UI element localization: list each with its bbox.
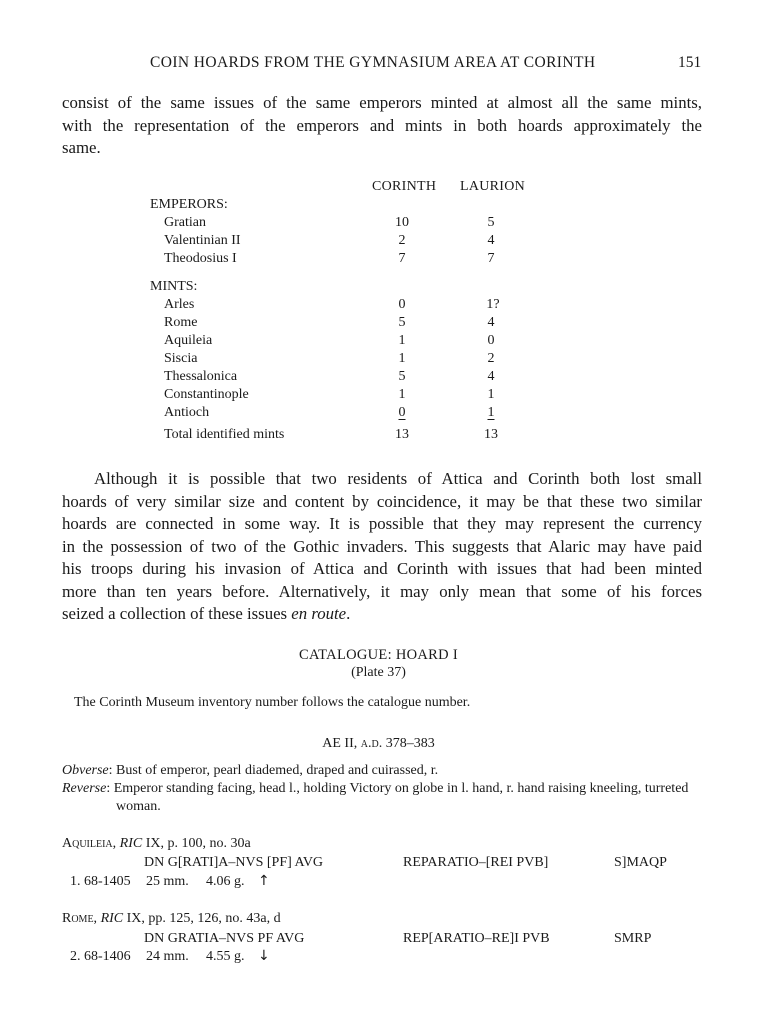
coin-size: 25 mm. [146,874,189,889]
obverse-legend: DN G[RATI]A–NVS [PF] AVG [144,855,324,870]
table-cell-corinth: 5 [398,369,406,384]
table-cell-laurion: 5 [487,215,495,230]
table-cell-laurion: 4 [487,233,495,248]
obverse-text: : Bust of emperor, pearl diademed, draped and cuirassed, r. [108,763,439,778]
table-cell-corinth: 5 [398,315,406,330]
table-cell-laurion: 1 [487,387,495,402]
table-cell-corinth [382,405,422,421]
table-cell-laurion: 7 [487,251,495,266]
column-header-laurion: LAURION [460,179,526,194]
table-row-label: Siscia [164,351,198,366]
type-description [62,762,704,816]
table-cell-corinth: 1 [398,333,406,348]
total-cell-laurion: 13 [484,427,498,442]
catalogue-note: The Corinth Museum inventory number follows the catalogue number. [74,695,471,710]
table-row-label: Antioch [164,405,210,420]
table-cell-laurion: 2 [487,351,495,366]
discussion-line: hoards are connected in some way. It is possible that they may represent the currency [62,514,702,533]
obverse-legend: DN GRATIA–NVS PF AVG [144,931,305,946]
ric-reference: IX, pp. 125, 126, no. 43a, d [123,911,281,926]
mint-name: Rome, [62,911,98,926]
discussion-line: Although it is possible that two residents of Attica and Corinth both lost small [94,469,702,488]
discussion-italic: en route [291,604,347,623]
running-title: COIN HOARDS FROM THE GYMNASIUM AREA AT CORINTH [150,54,596,71]
section-range: 378–383 [382,736,435,751]
table-cell-corinth: 1 [398,351,406,366]
mintmark: SMRP [614,931,652,946]
die-axis-up-arrow-icon: ↑ [258,873,270,889]
table-row-label: Theodosius I [164,251,237,266]
coin-size: 24 mm. [146,949,189,964]
table-cell-laurion: 1? [486,297,500,312]
intro-line: with the representation of the emperors and mints in both hoards approximately the [62,115,702,135]
table-row-label: Gratian [164,215,206,230]
table-cell-laurion [471,405,511,421]
table-cell-laurion: 0 [487,333,495,348]
ric-abbrev: RIC [100,911,124,926]
table-row-label: Arles [164,297,195,312]
discussion-period: . [346,604,351,623]
table-cell-corinth: 2 [398,233,406,248]
catalogue-number: 1. 68-1405 [70,874,131,889]
underlined-value: 1 [487,405,495,420]
reverse-text: : Emperor standing facing, head l., holding Victory on globe in l. hand, r. hand raising kneeling, turreted woman. [106,781,689,814]
intro-line: consist of the same issues of the same emperors minted at almost all the same mints, [62,93,702,112]
discussion-line: in the possession of two of the Gothic invaders. This suggests that Alaric may have paid [62,536,702,556]
reverse-legend: REP[ARATIO–RE]I PVB [403,931,550,946]
table-row-label: Constantinople [164,387,249,402]
table-cell-corinth: 1 [398,387,406,402]
section-prefix: AE II, [322,736,361,751]
intro-paragraph [62,92,702,160]
total-cell-corinth: 13 [395,427,409,442]
table-cell-corinth: 7 [398,251,406,266]
discussion-text: seized a collection of these issues [62,604,292,623]
underlined-value: 0 [398,405,406,420]
table-row-label: Thessalonica [164,369,238,384]
total-row-label: Total identified mints [164,427,285,442]
table-row-label: Rome [164,315,198,330]
catalogue-plate: (Plate 37) [351,665,406,680]
emperors-heading: EMPERORS: [150,197,228,212]
table-cell-corinth: 10 [395,215,409,230]
discussion-line: more than ten years before. Alternatively, it may only mean that some of his forces [62,581,702,601]
table-cell-laurion: 4 [487,315,495,330]
mints-heading: MINTS: [150,279,198,294]
die-axis-down-arrow-icon: ↓ [258,948,270,964]
ric-abbrev: RIC [119,836,143,851]
coin-weight: 4.06 g. [206,874,245,889]
intro-line: same. [62,138,101,157]
discussion-line: hoards of very similar size and content by coincidence, it may be that these two similar [62,491,702,511]
ric-reference: IX, p. 100, no. 30a [142,836,251,851]
discussion-line-last [62,603,702,626]
reverse-label: Reverse [62,781,107,796]
catalogue-title: CATALOGUE: HOARD I [299,647,458,663]
table-row-label: Valentinian II [164,233,241,248]
table-row-label: Aquileia [164,333,213,348]
obverse-description [62,762,704,780]
reverse-legend: REPARATIO–[REI PVB] [403,855,549,870]
reverse-description [62,780,704,816]
table-cell-laurion: 4 [487,369,495,384]
table-cell-corinth: 0 [398,297,406,312]
column-header-corinth: CORINTH [372,179,437,194]
mint-reference [62,836,251,852]
mint-name: Aquileia, [62,836,117,851]
page-number: 151 [678,54,702,71]
mint-reference [62,911,281,927]
coin-weight: 4.55 g. [206,949,245,964]
discussion-line: his troops during his invasion of Attica and Corinth with issues that had been minted [62,559,702,578]
discussion-paragraph [62,468,702,626]
obverse-label: Obverse [62,763,109,778]
catalogue-number: 2. 68-1406 [70,949,131,964]
section-era: a.d. [360,736,383,751]
catalogue-section-heading [0,736,757,752]
mintmark: S]MAQP [614,855,667,870]
